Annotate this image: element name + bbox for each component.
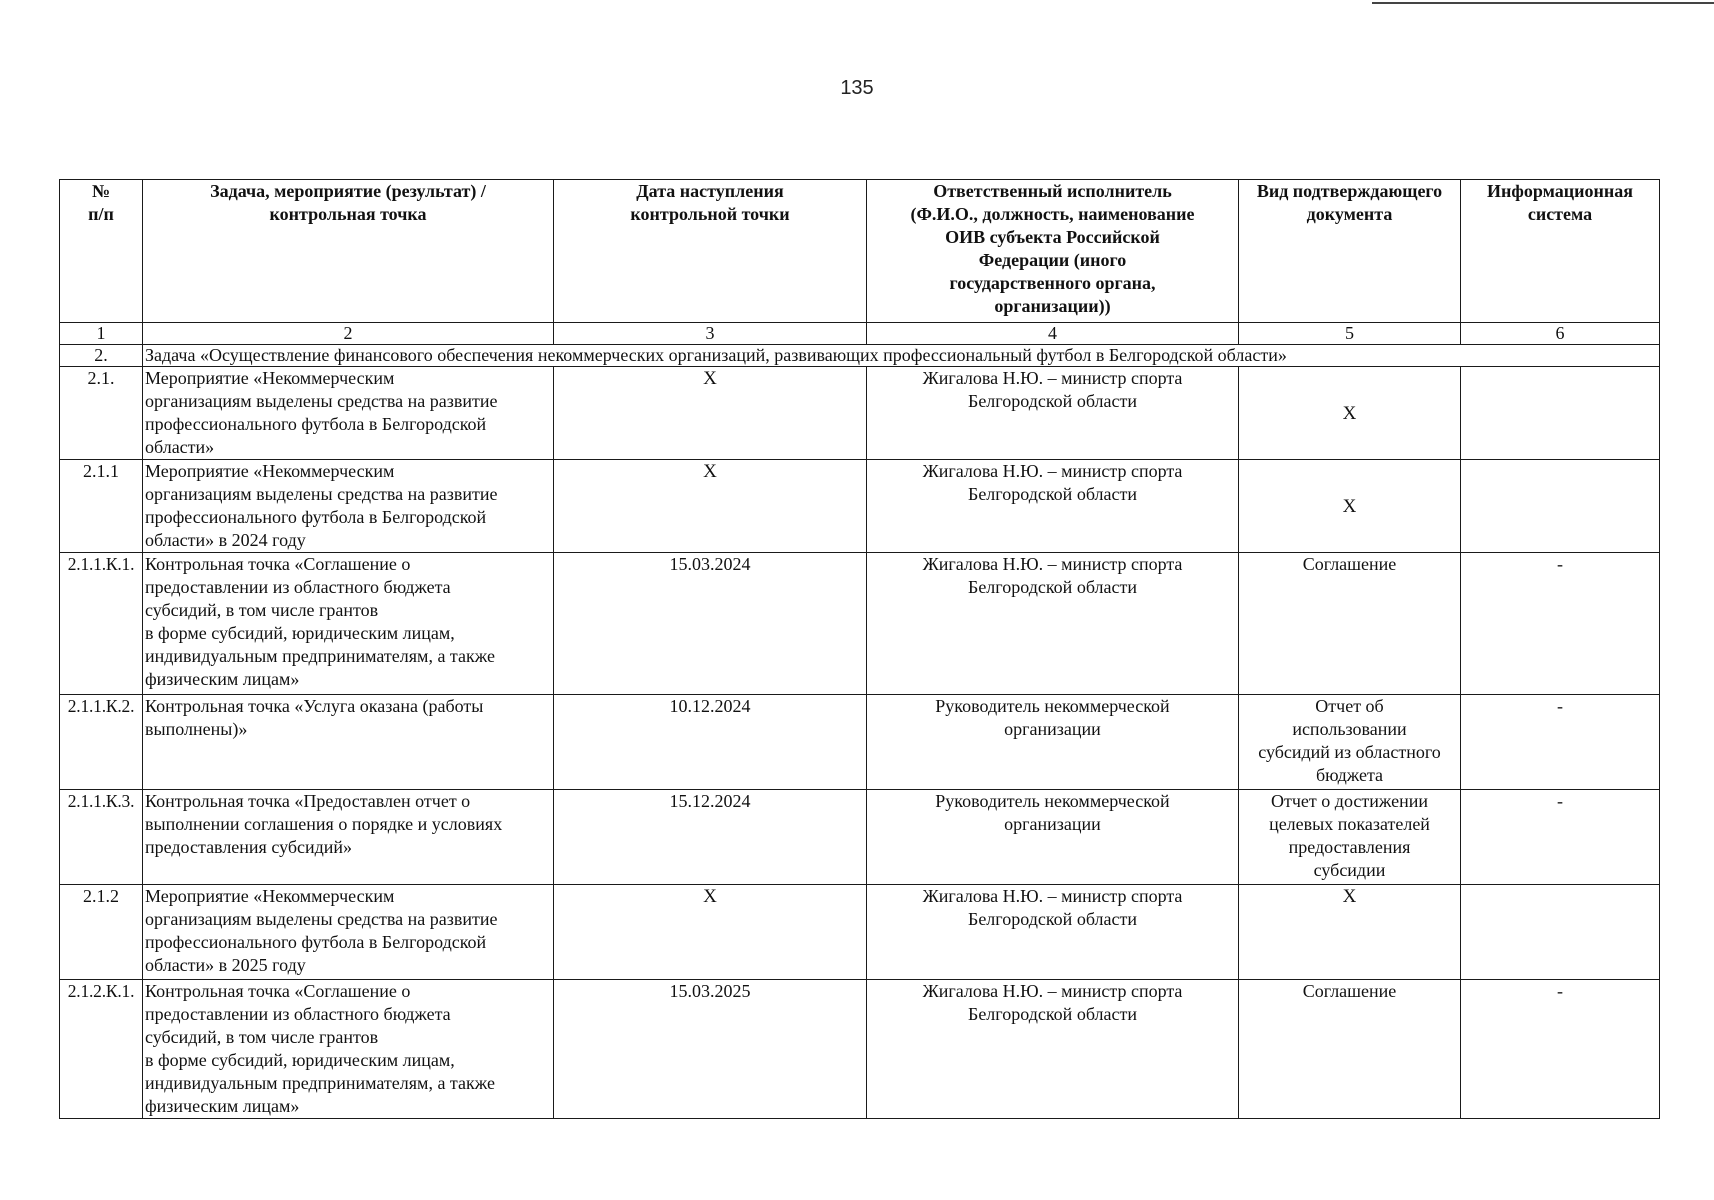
row-name: Мероприятие «Некоммерческим организациям выделены средства на развитие профессионального футбола в Белгородской области» [143,367,554,460]
row-name: Контрольная точка «Соглашение о предоставлении из областного бюджета субсидий, в том числе грантов в форме субсидий, юридическим лицам, индивидуальным предпринимателям, а также физическим лицам» [143,553,554,695]
row-document: Х [1239,460,1461,553]
row-document: Х [1239,885,1461,980]
header-cell-num: № п/п [60,180,143,323]
row-system: - [1461,980,1660,1119]
table-row [60,553,1660,695]
control-points-table [59,179,1660,1119]
top-edge-line [1372,2,1714,4]
table-row [60,885,1660,980]
row-name: Контрольная точка «Соглашение о предоставлении из областного бюджета субсидий, в том числе грантов в форме субсидий, юридическим лицам, индивидуальным предпринимателям, а также физическим лицам» [143,980,554,1119]
row-responsible: Жигалова Н.Ю. – министр спорта Белгородской области [867,980,1239,1119]
row-document: Соглашение [1239,980,1461,1119]
row-system [1461,885,1660,980]
row-system: - [1461,790,1660,885]
column-number-row [60,323,1660,345]
table-row [60,367,1660,460]
row-responsible: Жигалова Н.Ю. – министр спорта Белгородской области [867,885,1239,980]
table-header-row [60,180,1660,323]
column-number: 6 [1461,323,1660,345]
row-responsible: Жигалова Н.Ю. – министр спорта Белгородской области [867,553,1239,695]
row-document: Отчет о достижении целевых показателей предоставления субсидии [1239,790,1461,885]
table-row [60,790,1660,885]
row-responsible: Руководитель некоммерческой организации [867,790,1239,885]
table-row [60,460,1660,553]
header-cell-date: Дата наступления контрольной точки [554,180,867,323]
header-cell-document: Вид подтверждающего документа [1239,180,1461,323]
row-system [1461,367,1660,460]
row-number: 2.1.2 [60,885,143,980]
column-number: 2 [143,323,554,345]
row-date: Х [554,460,867,553]
task-title: Задача «Осуществление финансового обеспечения некоммерческих организаций, развивающих профессиональный футбол в Белгородской области» [143,345,1660,367]
row-document: Соглашение [1239,553,1461,695]
row-date: 15.03.2025 [554,980,867,1119]
row-date: 15.12.2024 [554,790,867,885]
row-name: Контрольная точка «Услуга оказана (работы выполнены)» [143,695,554,790]
row-number: 2.1.1.К.1. [60,553,143,695]
row-number: 2.1.2.К.1. [60,980,143,1119]
row-responsible: Руководитель некоммерческой организации [867,695,1239,790]
row-name: Мероприятие «Некоммерческим организациям выделены средства на развитие профессионального футбола в Белгородской области» в 2025 году [143,885,554,980]
column-number: 4 [867,323,1239,345]
page-number: 135 [840,77,874,99]
row-document: Х [1239,367,1461,460]
row-date: Х [554,367,867,460]
row-date: 10.12.2024 [554,695,867,790]
row-number: 2.1.1.К.2. [60,695,143,790]
row-responsible: Жигалова Н.Ю. – министр спорта Белгородской области [867,460,1239,553]
row-number: 2.1. [60,367,143,460]
row-system: - [1461,695,1660,790]
column-number: 1 [60,323,143,345]
row-system: - [1461,553,1660,695]
task-row [60,345,1660,367]
row-date: Х [554,885,867,980]
header-cell-task: Задача, мероприятие (результат) / контрольная точка [143,180,554,323]
row-name: Контрольная точка «Предоставлен отчет о выполнении соглашения о порядке и условиях предоставления субсидий» [143,790,554,885]
row-number: 2.1.1 [60,460,143,553]
table-row [60,695,1660,790]
header-cell-system: Информационная система [1461,180,1660,323]
row-date: 15.03.2024 [554,553,867,695]
row-number: 2.1.1.К.3. [60,790,143,885]
row-system [1461,460,1660,553]
row-document: Отчет об использовании субсидий из областного бюджета [1239,695,1461,790]
task-number: 2. [60,345,143,367]
row-name: Мероприятие «Некоммерческим организациям выделены средства на развитие профессионального футбола в Белгородской области» в 2024 году [143,460,554,553]
table-row [60,980,1660,1119]
column-number: 5 [1239,323,1461,345]
row-responsible: Жигалова Н.Ю. – министр спорта Белгородской области [867,367,1239,460]
column-number: 3 [554,323,867,345]
header-cell-responsible: Ответственный исполнитель (Ф.И.О., должность, наименование ОИВ субъекта Российской Федерации (иного государственного органа, организации)) [867,180,1239,323]
